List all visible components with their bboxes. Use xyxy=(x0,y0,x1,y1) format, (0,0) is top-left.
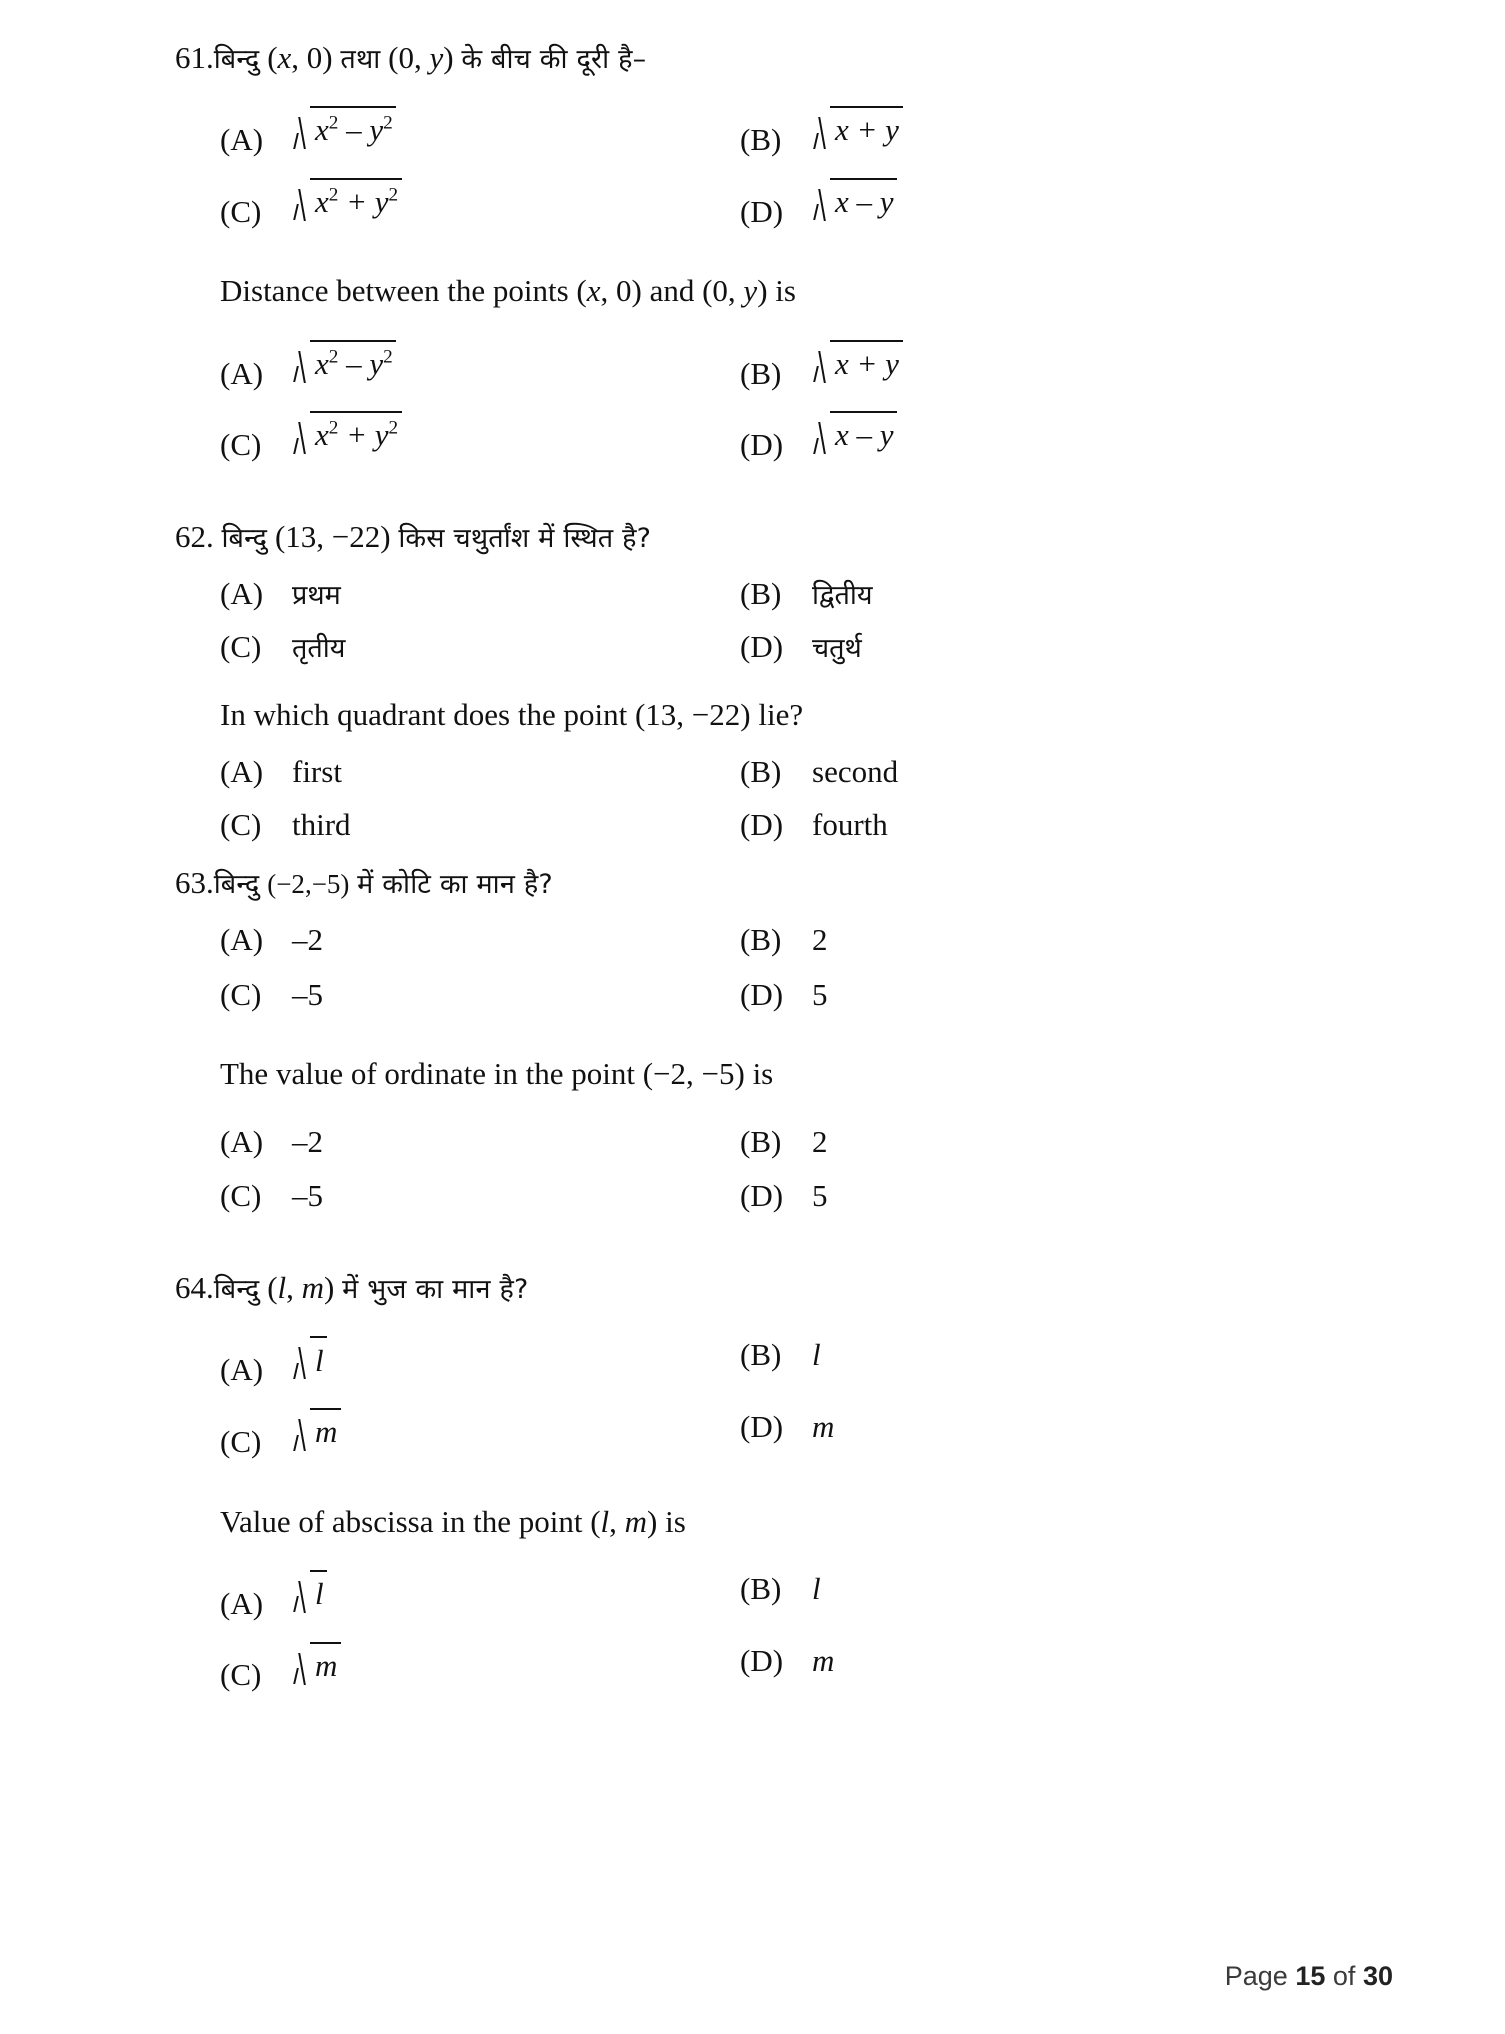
option-label-a: (A) xyxy=(220,576,264,612)
question-64-point-1: (l, m) xyxy=(267,1270,335,1306)
option-64e-d-value: m xyxy=(812,1642,835,1678)
question-62-english-stem xyxy=(220,695,1335,735)
question-61-english-mid: and xyxy=(649,273,695,309)
question-63-point-1: (−2,−5) xyxy=(267,868,350,899)
option-label-a: (A) xyxy=(220,1123,264,1159)
option-label-d: (D) xyxy=(740,1642,784,1678)
option-64h-a-value: l xyxy=(292,1336,327,1390)
option-64e-b-value: l xyxy=(812,1570,821,1606)
question-64-hindi-stem xyxy=(175,1268,1335,1308)
option-label-d: (D) xyxy=(740,1178,784,1214)
option-label-c: (C) xyxy=(220,1423,262,1459)
option-62e-c[interactable] xyxy=(220,806,740,845)
option-64e-a[interactable] xyxy=(220,1570,740,1624)
option-label-c: (C) xyxy=(220,1178,262,1214)
option-63e-d[interactable] xyxy=(740,1177,1335,1216)
option-64h-c-value: m xyxy=(292,1408,341,1462)
option-62h-a-value: प्रथम xyxy=(292,580,341,612)
option-label-c: (C) xyxy=(220,427,262,463)
question-62-hindi-prefix: बिन्दु xyxy=(221,522,268,554)
footer-middle: of xyxy=(1332,1961,1356,1991)
option-label-c: (C) xyxy=(220,806,262,842)
option-61h-c[interactable] xyxy=(220,178,740,232)
option-63h-c-value: –5 xyxy=(292,976,323,1012)
question-63-hindi-options xyxy=(220,921,1335,1015)
option-label-d: (D) xyxy=(740,427,784,463)
question-64-english-pre: Value of abscissa in the point xyxy=(220,1503,583,1539)
option-62h-b-value: द्वितीय xyxy=(812,580,873,612)
option-61e-c[interactable] xyxy=(220,411,740,465)
option-63e-a[interactable] xyxy=(220,1123,740,1162)
question-62-english-options xyxy=(220,753,1335,845)
option-62h-a[interactable] xyxy=(220,575,740,614)
question-61-hindi-stem xyxy=(175,38,1335,78)
question-61-english-stem xyxy=(220,271,1335,311)
option-63h-a[interactable] xyxy=(220,921,740,960)
question-62-english-pre: In which quadrant does the point xyxy=(220,696,628,732)
option-label-d: (D) xyxy=(740,1409,784,1445)
option-64e-a-value: l xyxy=(292,1570,327,1624)
question-64-english-options xyxy=(220,1570,1335,1695)
option-62e-b[interactable] xyxy=(740,753,1335,792)
option-62e-d-value: fourth xyxy=(812,806,888,842)
option-label-b: (B) xyxy=(740,355,782,391)
question-64-hindi-suffix: में भुज का मान है? xyxy=(342,1274,529,1306)
option-label-b: (B) xyxy=(740,576,782,612)
question-61-english-options xyxy=(220,340,1335,465)
option-62h-c-value: तृतीय xyxy=(292,633,346,665)
option-64h-b[interactable] xyxy=(740,1336,1335,1390)
option-label-a: (A) xyxy=(220,355,264,391)
option-61e-c-value: $x^2 + y^2$ xyxy=(292,411,402,465)
question-61-english-point-2: (0, y) xyxy=(702,273,768,309)
question-64-english-post: is xyxy=(665,1503,686,1539)
option-62e-a[interactable] xyxy=(220,753,740,792)
option-label-d: (D) xyxy=(740,976,784,1012)
question-64-english-point-1: (l, m) xyxy=(590,1503,658,1539)
question-61-point-2: (0, y) xyxy=(388,40,454,75)
option-63h-b[interactable] xyxy=(740,921,1335,960)
option-61h-c-value: $x^2 + y^2$ xyxy=(292,178,402,232)
question-61-hindi-prefix: बिन्दु xyxy=(213,44,260,75)
option-63h-d-value: 5 xyxy=(812,976,828,1012)
option-label-d: (D) xyxy=(740,629,784,665)
option-62e-a-value: first xyxy=(292,754,342,790)
option-63h-a-value: –2 xyxy=(292,921,323,957)
option-61e-d-value: x – y xyxy=(812,411,897,465)
option-label-b: (B) xyxy=(740,921,782,957)
option-62h-c[interactable] xyxy=(220,628,740,667)
question-61-hindi-mid: तथा xyxy=(340,44,381,75)
question-61-hindi-options xyxy=(220,106,1335,231)
question-62-number: 62. xyxy=(175,518,214,554)
option-61h-d-value: x – y xyxy=(812,178,897,232)
option-64h-c[interactable] xyxy=(220,1408,740,1462)
question-61-point-1: (x, 0) xyxy=(267,40,333,75)
option-63h-d[interactable] xyxy=(740,976,1335,1015)
question-64-hindi-options xyxy=(220,1336,1335,1461)
question-62-hindi-stem xyxy=(175,517,1335,557)
footer-current-page: 15 xyxy=(1295,1961,1326,1991)
option-label-c: (C) xyxy=(220,629,262,665)
question-63-english-stem xyxy=(220,1054,1335,1094)
question-61-number: 61. xyxy=(175,40,214,75)
option-label-c: (C) xyxy=(220,193,262,229)
option-64h-a[interactable] xyxy=(220,1336,740,1390)
option-62h-d[interactable] xyxy=(740,628,1335,667)
question-61-hindi-suffix: के बीच की दूरी है– xyxy=(461,44,647,75)
option-63e-b-value: 2 xyxy=(812,1123,828,1159)
question-64-number: 64. xyxy=(175,1270,214,1306)
question-63-hindi-suffix: में कोटि का मान है? xyxy=(357,868,553,900)
question-63-english-pre: The value of ordinate in the point xyxy=(220,1056,635,1092)
option-63e-c[interactable] xyxy=(220,1177,740,1216)
footer-prefix: Page xyxy=(1224,1961,1288,1991)
option-64e-b[interactable] xyxy=(740,1570,1335,1624)
option-label-a: (A) xyxy=(220,1585,264,1621)
option-label-b: (B) xyxy=(740,122,782,158)
option-label-b: (B) xyxy=(740,754,782,790)
option-label-a: (A) xyxy=(220,1352,264,1388)
option-63e-a-value: –2 xyxy=(292,1123,323,1159)
option-label-d: (D) xyxy=(740,193,784,229)
question-63-english-post: is xyxy=(752,1056,774,1092)
option-label-b: (B) xyxy=(740,1337,782,1373)
option-61h-b[interactable] xyxy=(740,106,1335,160)
question-63-english-point-1: (−2, −5) xyxy=(642,1056,745,1092)
option-61h-a[interactable] xyxy=(220,106,740,160)
question-63-number: 63. xyxy=(175,864,214,900)
option-64h-d-value: m xyxy=(812,1409,835,1445)
option-63e-d-value: 5 xyxy=(812,1178,828,1214)
page-footer xyxy=(1225,1961,1393,1992)
option-61h-d[interactable] xyxy=(740,178,1335,232)
question-63-hindi-prefix: बिन्दु xyxy=(213,868,260,900)
option-63e-c-value: –5 xyxy=(292,1178,323,1214)
option-61h-b-value: x + y xyxy=(812,106,903,160)
question-63-hindi-stem xyxy=(175,863,1335,903)
page-content xyxy=(175,38,1335,1695)
option-label-b: (B) xyxy=(740,1123,782,1159)
option-62e-d[interactable] xyxy=(740,806,1335,845)
option-61e-a-value: $x^2 - y^2$ xyxy=(292,340,396,394)
option-62e-b-value: second xyxy=(812,754,899,790)
option-61h-a-value: $x^2 - y^2$ xyxy=(292,106,396,160)
question-61-english-pre: Distance between the points xyxy=(220,273,569,309)
option-64e-c[interactable] xyxy=(220,1642,740,1696)
option-64e-c-value: m xyxy=(292,1642,341,1696)
question-61-english-point-1: (x, 0) xyxy=(576,273,642,309)
question-62-hindi-suffix: किस चथुर्तांश में स्थित है? xyxy=(398,522,652,554)
question-62-english-point-1: (13, −22) xyxy=(634,696,751,732)
question-61-english-post: is xyxy=(775,273,796,309)
option-61e-b[interactable] xyxy=(740,340,1335,394)
option-label-c: (C) xyxy=(220,976,262,1012)
option-61e-d[interactable] xyxy=(740,411,1335,465)
option-62h-d-value: चतुर्थ xyxy=(812,633,862,665)
option-label-a: (A) xyxy=(220,122,264,158)
option-62e-c-value: third xyxy=(292,806,351,842)
option-63h-b-value: 2 xyxy=(812,921,828,957)
option-62h-b[interactable] xyxy=(740,575,1335,614)
option-label-a: (A) xyxy=(220,754,264,790)
option-label-a: (A) xyxy=(220,921,264,957)
option-label-b: (B) xyxy=(740,1570,782,1606)
question-63-english-options xyxy=(220,1123,1335,1217)
option-63h-c[interactable] xyxy=(220,976,740,1015)
option-label-c: (C) xyxy=(220,1657,262,1693)
option-61e-b-value: x + y xyxy=(812,340,903,394)
question-64-hindi-prefix: बिन्दु xyxy=(213,1274,260,1306)
footer-total-pages: 30 xyxy=(1362,1961,1393,1991)
option-label-d: (D) xyxy=(740,806,784,842)
option-64h-b-value: l xyxy=(812,1337,821,1373)
option-63e-b[interactable] xyxy=(740,1123,1335,1162)
option-61e-a[interactable] xyxy=(220,340,740,394)
question-62-point-1: (13, −22) xyxy=(274,518,391,554)
question-62-hindi-options xyxy=(220,575,1335,667)
option-64e-d[interactable] xyxy=(740,1642,1335,1696)
option-64h-d[interactable] xyxy=(740,1408,1335,1462)
question-64-english-stem xyxy=(220,1502,1335,1542)
question-62-english-post: lie? xyxy=(758,696,804,732)
